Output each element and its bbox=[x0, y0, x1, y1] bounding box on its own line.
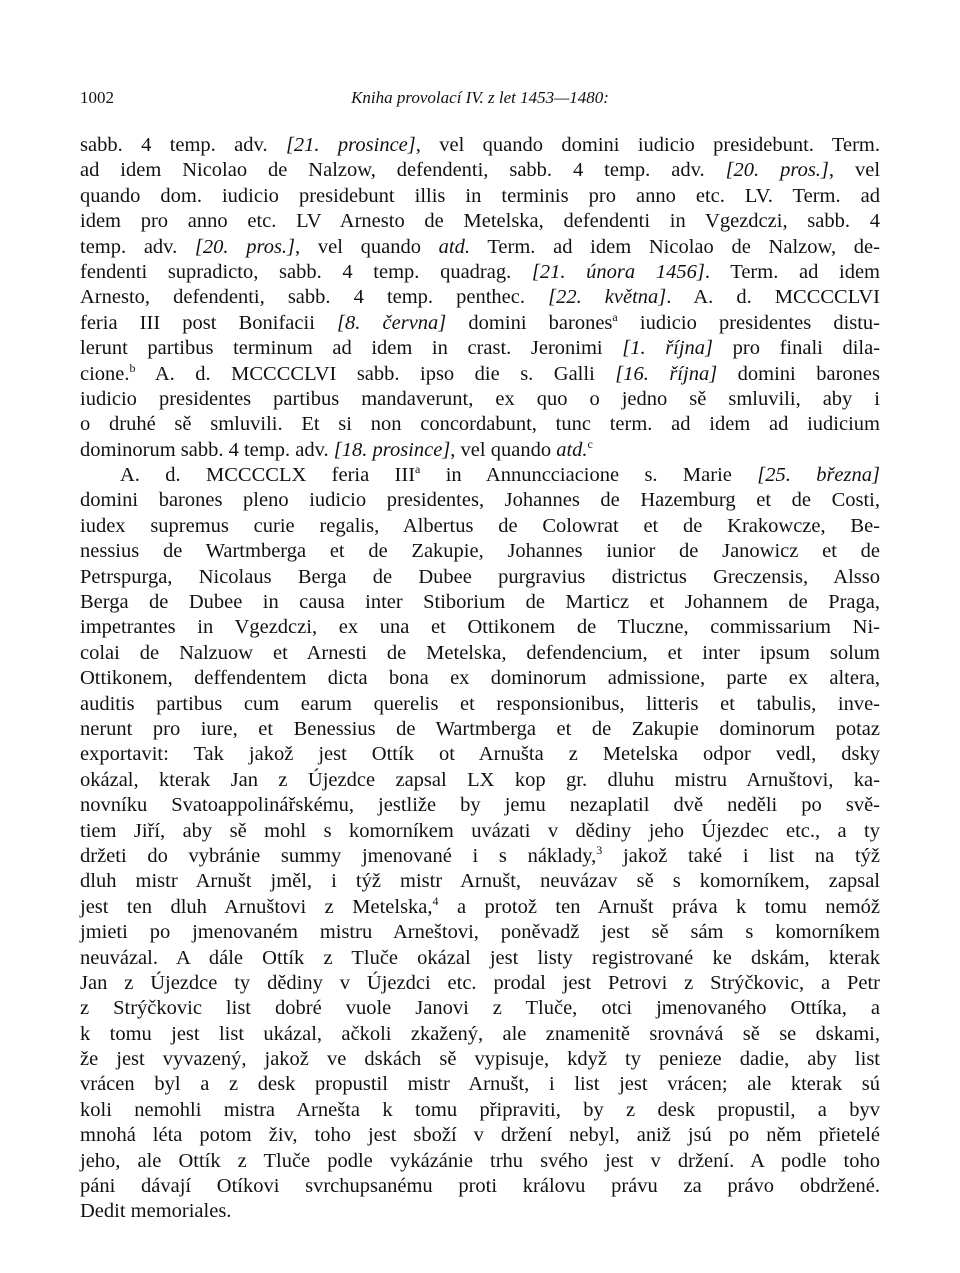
text-run: iudicio presidentes partibus mandaverunt, ex quo o jedno sě smluvili, aby i bbox=[80, 387, 880, 410]
italic-text: [21. prosince] bbox=[285, 134, 416, 156]
text-run: feria III post Bonifacii bbox=[80, 311, 338, 334]
italic-text: [18. prosince] bbox=[333, 438, 451, 461]
text-line bbox=[80, 235, 880, 260]
text-line bbox=[80, 920, 880, 945]
text-line bbox=[80, 336, 880, 361]
text-run: Dedit memoriales. bbox=[80, 1200, 232, 1223]
text-run: auditis partibus cum earum querelis et responsionibus, litteris et tabulis, inve- bbox=[80, 692, 880, 715]
text-line bbox=[80, 1149, 880, 1174]
text-run: exportavit: Tak jakož jest Ottík ot Arnušta z Metelska odpor vedl, dsky bbox=[80, 743, 880, 766]
text-line bbox=[80, 666, 880, 691]
text-run: , vel bbox=[828, 159, 881, 182]
text-run: ad idem Nicolao de Nalzow, defendenti, sabb. 4 temp. adv. bbox=[80, 159, 726, 182]
text-line bbox=[80, 565, 880, 590]
footnote-marker: a bbox=[612, 309, 618, 324]
footnote-marker: b bbox=[129, 360, 136, 375]
text-run: in Annuncciacione s. Marie bbox=[420, 464, 758, 487]
text-run: koli nemohli mistra Arnešta k tomu připraviti, by z desk propustil, a byv bbox=[80, 1098, 880, 1121]
text-line bbox=[80, 869, 880, 894]
text-line bbox=[80, 412, 880, 437]
text-run: . A. d. MCCCCLVI bbox=[666, 286, 880, 309]
footnote-marker: c bbox=[587, 436, 593, 451]
text-run: . Term. ad idem bbox=[704, 260, 880, 283]
text-run: domini barones pleno iudicio presidentes, Johannes de Hazemburg et de Costi, bbox=[80, 489, 880, 512]
text-run: quando dom. iudicio presidebunt illis in terminis pro anno etc. LV. Term. ad bbox=[80, 184, 880, 207]
text-run: , vel quando bbox=[295, 235, 439, 258]
text-line bbox=[80, 971, 880, 996]
italic-text: [21. února 1456] bbox=[531, 260, 705, 283]
text-line bbox=[80, 438, 880, 463]
text-run: držeti do vybránie summy jmenované i s náklady, bbox=[80, 844, 597, 867]
italic-text: [25. března] bbox=[757, 464, 880, 487]
text-run: jakož také i list na týž bbox=[602, 844, 880, 867]
text-run: nerunt pro iure, et Benessius de Wartmberga et de Zakupie dominorum potaz bbox=[80, 717, 880, 740]
text-run: mnohá léta potom živ, toho jest sboží v držení nebyl, aniž jsú po něm přietelé bbox=[80, 1124, 880, 1147]
text-line bbox=[80, 488, 880, 513]
text-run: pro finali dila- bbox=[713, 337, 881, 360]
text-run: A. d. MCCCCLX feria III bbox=[120, 464, 416, 487]
text-body bbox=[80, 133, 880, 1225]
footnote-marker: 4 bbox=[432, 893, 439, 908]
text-run: nessius de Wartmberga et de Zakupie, Johannes iunior de Janowicz et de bbox=[80, 540, 880, 563]
text-run: cione. bbox=[80, 362, 130, 385]
italic-text: [22. května] bbox=[548, 286, 667, 309]
text-line bbox=[80, 285, 880, 310]
text-line bbox=[80, 514, 880, 539]
text-run: dominorum sabb. 4 temp. adv. bbox=[80, 438, 334, 461]
text-run: neuvázal. A dále Ottík z Tluče okázal jest listy registrované ke dskám, kterak bbox=[80, 946, 880, 969]
text-run: a protož ten Arnušt práva k tomu nemóž bbox=[438, 895, 880, 918]
text-line bbox=[80, 742, 880, 767]
page-header bbox=[80, 88, 880, 112]
text-line bbox=[80, 539, 880, 564]
italic-text: atd. bbox=[556, 438, 588, 461]
text-line bbox=[80, 260, 880, 285]
text-line bbox=[80, 1047, 880, 1072]
text-run: temp. adv. bbox=[80, 235, 195, 258]
text-line bbox=[80, 387, 880, 412]
text-line bbox=[80, 692, 880, 717]
footnote-marker: a bbox=[415, 462, 421, 477]
text-line bbox=[80, 362, 880, 387]
text-run: impetrantes in Vgezdczi, ex una et Ottikonem de Tluczne, commissarium Ni- bbox=[80, 616, 880, 639]
text-run: , vel quando bbox=[450, 438, 557, 461]
text-line bbox=[80, 1098, 880, 1123]
text-line bbox=[80, 793, 880, 818]
text-run: domini barones bbox=[717, 362, 880, 385]
text-line bbox=[80, 717, 880, 742]
text-run: páni dávají Otíkovi svrchupsanému proti královu právu za právo obdržené. bbox=[80, 1175, 880, 1198]
text-run: dluh mistr Arnušt jměl, i týž mistr Arnušt, neuvázav sě s komorníkem, zapsal bbox=[80, 870, 880, 893]
italic-text: [20. pros.] bbox=[194, 235, 296, 258]
text-run: domini barones bbox=[446, 311, 613, 334]
text-line bbox=[80, 1199, 880, 1224]
italic-text: [1. října] bbox=[622, 337, 714, 360]
text-line bbox=[80, 946, 880, 971]
text-run: sabb. 4 temp. adv. bbox=[80, 134, 286, 156]
italic-text: [16. října] bbox=[615, 362, 718, 385]
text-run: okázal, kterak Jan z Újezdce zapsal LX kop gr. dluhu mistru Arnuštovi, ka- bbox=[80, 768, 880, 791]
text-line bbox=[80, 895, 880, 920]
text-run: , vel quando domini iudicio presidebunt. Term. bbox=[415, 134, 880, 156]
text-run: Term. ad idem Nicolao de Nalzow, de- bbox=[470, 235, 880, 258]
text-line bbox=[80, 996, 880, 1021]
paragraph bbox=[80, 133, 880, 463]
text-line bbox=[80, 1072, 880, 1097]
text-line bbox=[80, 158, 880, 183]
text-run: jmieti po jmenovaném mistru Arneštovi, poněvadž jest sě sám s komorníkem bbox=[80, 921, 880, 944]
text-run: iudicio presidentes distu- bbox=[617, 311, 881, 334]
italic-text: [20. pros.] bbox=[725, 159, 829, 182]
text-line bbox=[80, 590, 880, 615]
text-run: Berga de Dubee in causa inter Stiborium de Marticz et Johannem de Praga, bbox=[80, 591, 880, 614]
text-run: novníku Svatoappolinářskému, jestliže by jemu nezaplatil dvě neděli po svě- bbox=[80, 794, 880, 817]
text-line bbox=[80, 1174, 880, 1199]
page-number: 1002 bbox=[80, 88, 114, 107]
text-line bbox=[80, 184, 880, 209]
text-run: o druhé sě smluvili. Et si non concordabunt, tunc term. ad idem ad iudicium bbox=[80, 413, 880, 436]
text-run: jest ten dluh Arnuštovi z Metelska, bbox=[80, 895, 433, 918]
text-run: tiem Jiří, aby sě mohl s komorníkem uvázati v dědiny jeho Újezdec etc., a ty bbox=[80, 819, 880, 842]
footnote-marker: 3 bbox=[596, 843, 603, 858]
text-line bbox=[80, 641, 880, 666]
text-line bbox=[80, 844, 880, 869]
text-line bbox=[80, 819, 880, 844]
text-run: idem pro anno etc. LV Arnesto de Metelska, defendenti in Vgezdczi, sabb. 4 bbox=[80, 210, 880, 233]
text-line bbox=[80, 133, 880, 158]
text-line bbox=[80, 615, 880, 640]
italic-text: atd. bbox=[438, 235, 470, 258]
text-line bbox=[80, 209, 880, 234]
text-run: A. d. MCCCCLVI sabb. ipso die s. Galli bbox=[135, 362, 616, 385]
text-run: jeho, ale Ottík z Tluče podle vykázánie trhu svého jest v držení. A podle toho bbox=[80, 1149, 880, 1172]
text-run: colai de Nalzuow et Arnesti de Metelska, defendencium, et inter ipsum solum bbox=[80, 641, 880, 664]
text-run: vrácen byl a z desk propustil mistr Arnušt, i list jest vrácen; ale kterak sú bbox=[80, 1073, 880, 1096]
text-run: iudex supremus curie regalis, Albertus de Colowrat et de Krakowcze, Be- bbox=[80, 514, 880, 537]
text-line bbox=[80, 1022, 880, 1047]
text-run: že jest vyvazený, jakož ve dskách sě vypisuje, když ty penieze dadie, aby list bbox=[80, 1048, 880, 1071]
running-title: Kniha provolací IV. z let 1453—1480: bbox=[351, 88, 609, 107]
text-run: Arnesto, defendenti, sabb. 4 temp. penthec. bbox=[80, 286, 549, 309]
text-run: z Strýčkovic list dobré vuole Janovi z Tluče, otci jmenovaného Ottíka, a bbox=[80, 997, 880, 1020]
text-line bbox=[80, 768, 880, 793]
text-run: Ottikonem, deffendentem dicta bona ex dominorum admissione, parte ex altera, bbox=[80, 667, 880, 690]
text-run: Jan z Újezdce ty dědiny v Újezdci etc. prodal jest Petrovi z Strýčkovic, a Petr bbox=[80, 971, 880, 994]
text-line bbox=[80, 1123, 880, 1148]
italic-text: [8. června] bbox=[337, 311, 447, 334]
text-run: fendenti supradicto, sabb. 4 temp. quadrag. bbox=[80, 260, 532, 283]
text-run: Petrspurga, Nicolaus Berga de Dubee purgravius districtus Greczensis, Alsso bbox=[80, 565, 880, 588]
text-run: k tomu jest list ukázal, ačkoli zkažený, ale znamenitě srovnává sě se dskami, bbox=[80, 1022, 880, 1045]
paragraph bbox=[80, 463, 880, 1225]
text-line bbox=[80, 463, 880, 488]
text-line bbox=[80, 311, 880, 336]
text-run: lerunt partibus terminum ad idem in crast. Jeronimi bbox=[80, 337, 623, 360]
